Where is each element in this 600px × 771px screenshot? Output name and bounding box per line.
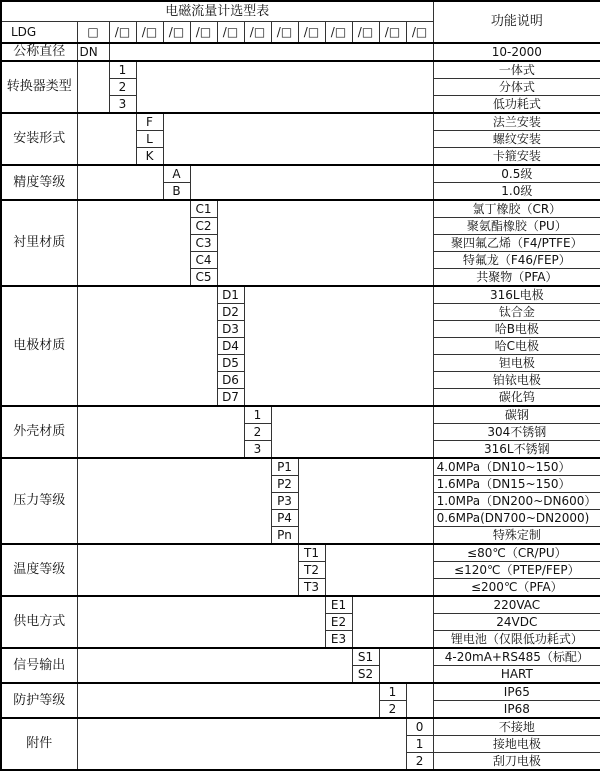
spacer-cell	[325, 544, 433, 596]
model-code-box: /□	[163, 22, 190, 44]
option-description: 一体式	[433, 61, 600, 79]
option-description: 碳钢	[433, 406, 600, 424]
option-description: 卡箍安装	[433, 148, 600, 166]
option-code: T1	[298, 544, 325, 562]
category-label: 安装形式	[1, 113, 77, 165]
option-description: 分体式	[433, 79, 600, 96]
option-description: 哈C电极	[433, 338, 600, 355]
model-code-box: /□	[217, 22, 244, 44]
option-description: 铂铱电极	[433, 372, 600, 389]
spacer-cell	[244, 286, 433, 406]
spacer-cell	[77, 648, 352, 683]
option-code: 1	[244, 406, 271, 424]
category-label: 外壳材质	[1, 406, 77, 458]
option-description: IP68	[433, 701, 600, 719]
model-code-box: □	[77, 22, 109, 44]
spacer-cell	[77, 61, 109, 113]
spacer-cell	[77, 544, 298, 596]
table-title: 电磁流量计选型表	[1, 1, 433, 22]
model-code-box: /□	[325, 22, 352, 44]
function-column-header: 功能说明	[433, 1, 600, 43]
category-label: 转换器类型	[1, 61, 77, 113]
category-label: 防护等级	[1, 683, 77, 718]
spacer-cell	[77, 200, 190, 286]
model-code-box: /□	[352, 22, 379, 44]
option-code: B	[163, 183, 190, 201]
category-label: 电极材质	[1, 286, 77, 406]
option-code: A	[163, 165, 190, 183]
option-description: 24VDC	[433, 614, 600, 631]
option-code: P4	[271, 510, 298, 527]
spacer-cell	[77, 458, 271, 544]
option-description: 316L不锈钢	[433, 441, 600, 459]
option-code: DN	[77, 43, 109, 61]
option-description: 1.0级	[433, 183, 600, 201]
option-description: 0.5级	[433, 165, 600, 183]
spacer-cell	[136, 61, 433, 113]
option-description: 特氟龙（F46/FEP）	[433, 252, 600, 269]
option-description: 刮刀电极	[433, 753, 600, 771]
option-code: 3	[244, 441, 271, 459]
option-description: 螺纹安装	[433, 131, 600, 148]
option-code: C2	[190, 218, 217, 235]
model-prefix: LDG	[1, 22, 77, 44]
model-code-box: /□	[271, 22, 298, 44]
option-description: IP65	[433, 683, 600, 701]
option-description: 聚四氟乙烯（F4/PTFE）	[433, 235, 600, 252]
spacer-cell	[77, 286, 217, 406]
spacer-cell	[77, 406, 244, 458]
spacer-cell	[352, 596, 433, 648]
option-description: 哈B电极	[433, 321, 600, 338]
option-description: 氯丁橡胶（CR）	[433, 200, 600, 218]
option-code: P1	[271, 458, 298, 476]
option-code: 1	[379, 683, 406, 701]
option-code: C4	[190, 252, 217, 269]
category-label: 信号输出	[1, 648, 77, 683]
spacer-cell	[77, 113, 136, 165]
option-code: C5	[190, 269, 217, 287]
option-code: D5	[217, 355, 244, 372]
option-code: D4	[217, 338, 244, 355]
option-code: P2	[271, 476, 298, 493]
spacer-cell	[406, 683, 433, 718]
option-description: 0.6MPa(DN700~DN2000)	[433, 510, 600, 527]
option-description: 1.0MPa（DN200~DN600）	[433, 493, 600, 510]
option-description: 钽电极	[433, 355, 600, 372]
option-code: L	[136, 131, 163, 148]
option-code: 1	[406, 736, 433, 753]
spacer-cell	[298, 458, 433, 544]
category-label: 公称直径	[1, 43, 77, 61]
model-code-box: /□	[136, 22, 163, 44]
spacer-cell	[77, 596, 325, 648]
category-label: 附件	[1, 718, 77, 770]
option-description: ≤80℃（CR/PU）	[433, 544, 600, 562]
spacer-cell	[190, 165, 433, 200]
option-description: 316L电极	[433, 286, 600, 304]
model-code-box: /□	[190, 22, 217, 44]
option-description: 法兰安装	[433, 113, 600, 131]
option-code: E2	[325, 614, 352, 631]
option-code: T3	[298, 579, 325, 597]
option-description: 特殊定制	[433, 527, 600, 545]
option-code: 2	[379, 701, 406, 719]
option-code: D3	[217, 321, 244, 338]
category-label: 精度等级	[1, 165, 77, 200]
option-code: C1	[190, 200, 217, 218]
model-code-box: /□	[406, 22, 433, 44]
option-description: 1.6MPa（DN15~150）	[433, 476, 600, 493]
option-code: D1	[217, 286, 244, 304]
spacer-cell	[77, 718, 406, 770]
option-code: 1	[109, 61, 136, 79]
category-label: 衬里材质	[1, 200, 77, 286]
option-description: 4-20mA+RS485（标配）	[433, 648, 600, 666]
option-description: 共聚物（PFA）	[433, 269, 600, 287]
option-description: 低功耗式	[433, 96, 600, 114]
option-description: 碳化钨	[433, 389, 600, 407]
model-code-box: /□	[244, 22, 271, 44]
option-code: K	[136, 148, 163, 166]
option-code: S1	[352, 648, 379, 666]
option-code: 3	[109, 96, 136, 114]
option-description: 不接地	[433, 718, 600, 736]
option-code: D7	[217, 389, 244, 407]
option-code: P3	[271, 493, 298, 510]
option-code: C3	[190, 235, 217, 252]
option-description: 10-2000	[433, 43, 600, 61]
option-code: D2	[217, 304, 244, 321]
option-description: ≤120℃（PTEP/FEP）	[433, 562, 600, 579]
spacer-cell	[77, 683, 379, 718]
category-label: 供电方式	[1, 596, 77, 648]
spacer-cell	[217, 200, 433, 286]
model-code-box: /□	[109, 22, 136, 44]
option-code: S2	[352, 666, 379, 684]
option-code: D6	[217, 372, 244, 389]
option-description: 聚氨酯橡胶（PU）	[433, 218, 600, 235]
option-description: 4.0MPa（DN10~150）	[433, 458, 600, 476]
model-code-box: /□	[298, 22, 325, 44]
option-description: HART	[433, 666, 600, 684]
option-code: F	[136, 113, 163, 131]
spacer-cell	[109, 43, 433, 61]
option-code: 0	[406, 718, 433, 736]
spacer-cell	[379, 648, 433, 683]
option-code: 2	[244, 424, 271, 441]
option-code: 2	[406, 753, 433, 771]
category-label: 压力等级	[1, 458, 77, 544]
option-description: 304不锈钢	[433, 424, 600, 441]
spacer-cell	[163, 113, 433, 165]
option-description: 220VAC	[433, 596, 600, 614]
option-code: 2	[109, 79, 136, 96]
option-description: 钛合金	[433, 304, 600, 321]
option-code: E3	[325, 631, 352, 649]
spacer-cell	[271, 406, 433, 458]
option-code: T2	[298, 562, 325, 579]
option-description: ≤200℃（PFA）	[433, 579, 600, 597]
option-code: E1	[325, 596, 352, 614]
spacer-cell	[77, 165, 163, 200]
model-code-box: /□	[379, 22, 406, 44]
option-code: Pn	[271, 527, 298, 545]
option-description: 锂电池（仅限低功耗式）	[433, 631, 600, 649]
category-label: 温度等级	[1, 544, 77, 596]
option-description: 接地电极	[433, 736, 600, 753]
